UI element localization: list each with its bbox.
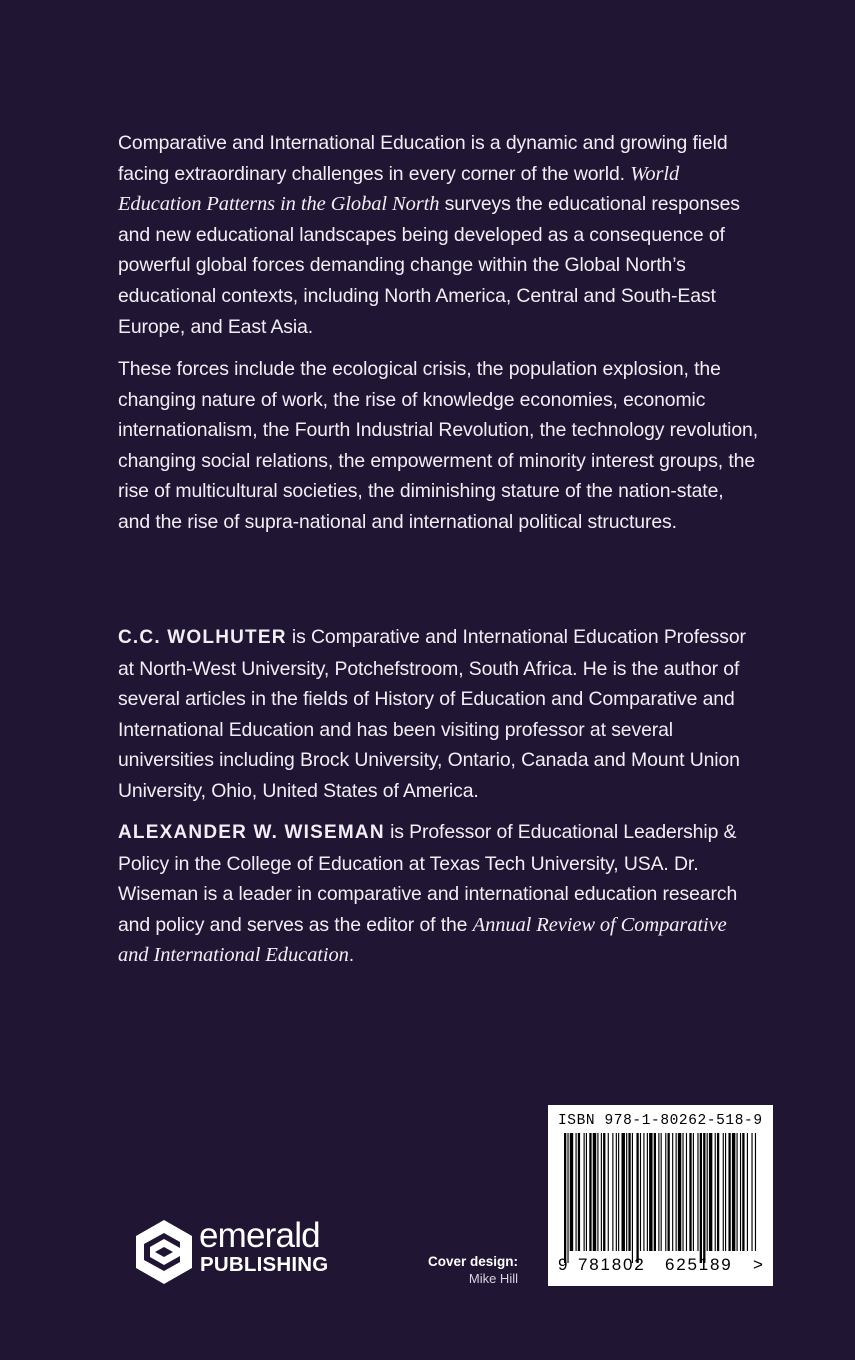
barcode-bar (678, 1133, 681, 1251)
journal-title: Annual Review of Comparative and International Education (118, 913, 727, 967)
barcode-bar (578, 1133, 580, 1251)
author-bio-wolhuter (118, 622, 758, 807)
barcode-bar (570, 1133, 573, 1251)
barcode-bar (755, 1133, 756, 1251)
isbn-barcode (548, 1105, 773, 1286)
barcode-bar (576, 1133, 577, 1251)
barcode-bar (567, 1133, 568, 1263)
barcode-bar (747, 1133, 748, 1251)
barcode-bar (682, 1133, 683, 1251)
barcode-bar (697, 1133, 698, 1251)
credit-name: Mike Hill (468, 1271, 518, 1286)
barcode-bar (737, 1133, 738, 1251)
barcode-bar (689, 1133, 691, 1251)
emerald-hexagon-logo-icon (133, 1218, 195, 1286)
author-name-wolhuter: C.C. WOLHUTER (118, 627, 287, 648)
barcode-bar (728, 1133, 730, 1251)
publisher-logo (133, 1218, 333, 1288)
barcode-bar (612, 1133, 613, 1251)
barcode-bar (709, 1133, 712, 1251)
barcode-bar (626, 1133, 627, 1251)
barcode-bar (593, 1133, 596, 1251)
blurb-p1-text-a: Comparative and International Education is a dynamic and growing field facing extraordinary challenges in every corner of the world. (118, 132, 728, 185)
isbn-label: ISBN 978-1-80262-518-9 (558, 1113, 763, 1129)
barcode-bar (640, 1133, 641, 1251)
barcode-bar (717, 1133, 719, 1251)
publisher-name: emerald (199, 1216, 320, 1255)
barcode-bar (740, 1133, 741, 1251)
barcode-right-digits: 625189 (665, 1255, 733, 1274)
publisher-subname: PUBLISHING (200, 1253, 329, 1276)
barcode-bar (636, 1133, 638, 1263)
barcode-bar (751, 1133, 752, 1251)
barcode-bar (715, 1133, 716, 1251)
cover-design-credit (380, 1253, 518, 1287)
barcode-bar (658, 1133, 659, 1251)
barcode-bar (564, 1133, 566, 1263)
barcode-bar (665, 1133, 666, 1251)
barcode-bar (589, 1133, 591, 1251)
barcode-bar (672, 1133, 673, 1251)
barcode-bar (643, 1133, 644, 1251)
barcode-bar (725, 1133, 726, 1251)
barcode-bar (742, 1133, 744, 1251)
barcode-bar (661, 1133, 662, 1251)
blurb-p1-text-b: surveys the educational responses and new educational landscapes being developed as a consequence of powerful global forces demanding change within the Global North’s educational contexts, including North America, Central and South-East Europe, and East Asia. (118, 193, 740, 338)
barcode-bar (608, 1133, 609, 1251)
barcode-bar (584, 1133, 585, 1251)
author-name-wiseman: ALEXANDER W. WISEMAN (118, 822, 385, 843)
barcode-bar (707, 1133, 708, 1251)
author-bio-text: is Professor of Educational Leadership & Policy in the College of Education at Texas Tech University, USA. Dr. Wiseman is a leader in comparative and international education research and policy and serves as the editor of the (118, 821, 738, 936)
barcode-bar (622, 1133, 625, 1251)
barcode-arrow: > (753, 1255, 765, 1274)
barcode-bar (732, 1133, 735, 1251)
book-title: World Education Patterns in the Global North (118, 162, 680, 216)
barcode-bar (686, 1133, 687, 1251)
barcode-bar (703, 1133, 705, 1263)
credit-label: Cover design: (427, 1254, 518, 1269)
barcode-bar (618, 1133, 619, 1251)
barcode-bar (676, 1133, 677, 1251)
barcode-bar (723, 1133, 724, 1251)
barcode-bar (628, 1133, 630, 1251)
barcode-bar (654, 1133, 656, 1251)
barcode-bar (693, 1133, 694, 1251)
barcode-bar (603, 1133, 605, 1251)
barcode-bar (597, 1133, 598, 1251)
barcode-bars (556, 1133, 763, 1263)
barcode-bar (632, 1133, 633, 1263)
blurb-paragraph-2: These forces include the ecological crisis, the population explosion, the changing nature of work, the rise of knowledge economies, economic internationalism, the Fourth Industrial Revolution, the technology revolution, changing social relations, the empowerment of minority interest groups, the rise of multicultural societies, the diminishing stature of the nation-state, and the rise of supra-national and international political structures. (118, 358, 758, 533)
author-bio-wiseman (118, 817, 758, 971)
barcode-bar (586, 1133, 587, 1251)
barcode-left-digits: 781802 (578, 1255, 646, 1274)
author-bio-end: . (348, 944, 355, 967)
author-bio-text: is Comparative and International Education Professor at North-West University, Potchefstroom, South Africa. He is the author of several articles in the fields of History of Education and Comparative and International Education and has been visiting professor at several universities including Brock University, Ontario, Canada and Mount Union University, Ohio, United States of America. (118, 626, 746, 802)
barcode-first-digit: 9 (558, 1255, 570, 1274)
barcode-bar (649, 1133, 652, 1251)
barcode-bar (601, 1133, 602, 1251)
barcode-bar (700, 1133, 702, 1263)
blurb-paragraph-1 (118, 128, 758, 342)
barcode-bar (668, 1133, 670, 1251)
barcode-bar (647, 1133, 648, 1251)
barcode-bar (616, 1133, 617, 1251)
